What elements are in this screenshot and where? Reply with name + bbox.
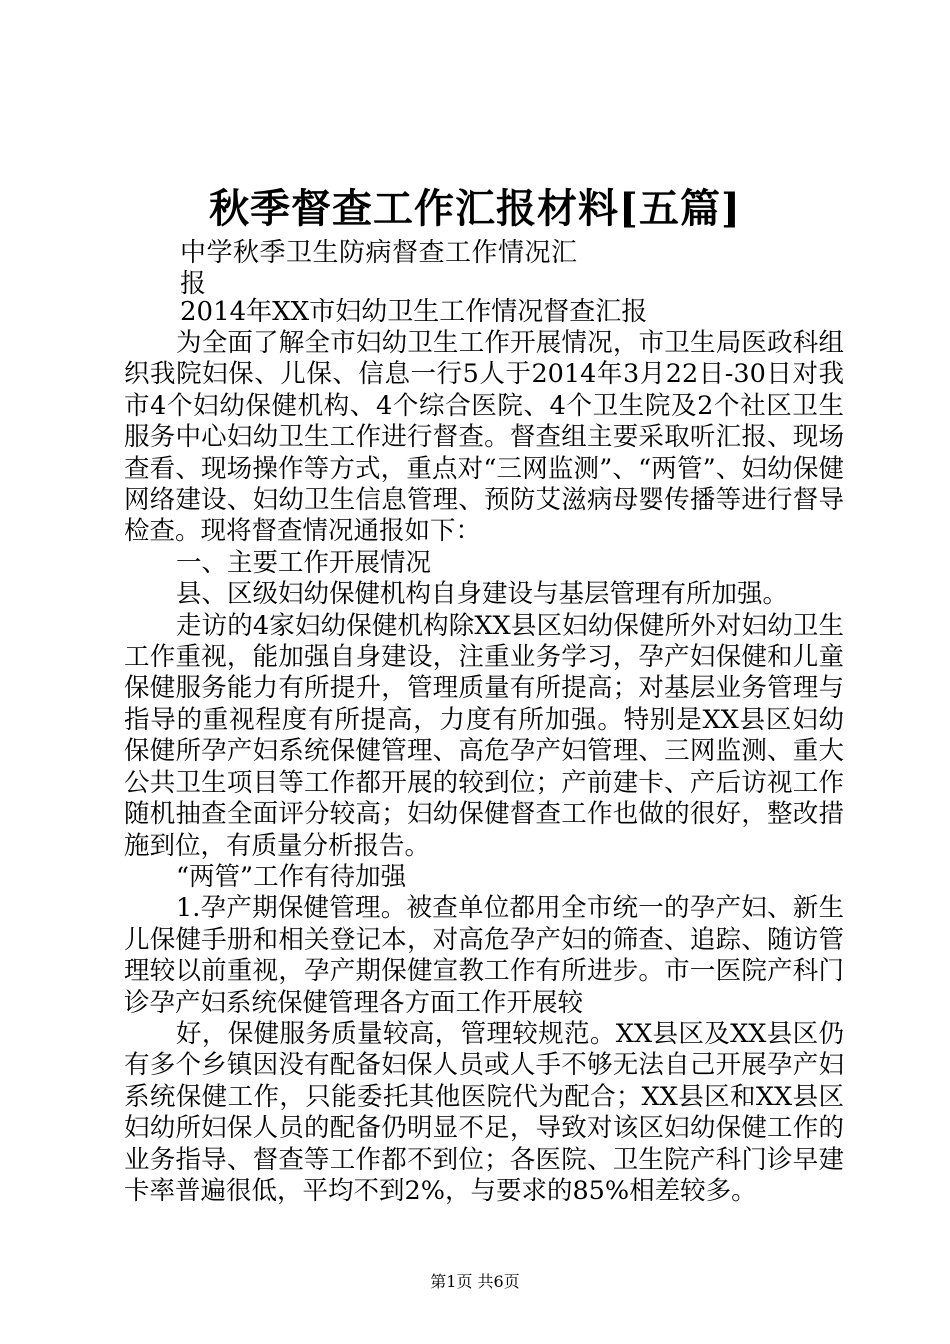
document-title: 秋季督查工作汇报材料[五篇] bbox=[209, 185, 741, 232]
paragraph: 1.孕产期保健管理。被查单位都用全市统一的孕产妇、新生儿保健手册和相关登记本，对高危孕产妇的筛查、追踪、随访管理较以前重视，孕产期保健宣教工作有所进步。市一医院产科门诊孕产妇系统保健管理各方面工作开展较 bbox=[124, 893, 844, 1018]
paragraph: 一、主要工作开展情况 bbox=[176, 547, 432, 578]
paragraph: 为全面了解全市妇幼卫生工作开展情况，市卫生局医政科组织我院妇保、儿保、信息一行5人于2014年3月22日-30日对我市4个妇幼保健机构、4个综合医院、4个卫生院及2个社区卫生服务中心妇幼卫生工作进行督查。督查组主要采取听汇报、现场查看、现场操作等方式，重点对“三网监测”、“两管”、妇幼保健网络建设、妇幼卫生信息管理、预防艾滋病母婴传播等进行督导检查。现将督查情况通报如下： bbox=[124, 328, 844, 547]
document-body bbox=[124, 328, 844, 1207]
paragraph: “两管”工作有待加强 bbox=[176, 861, 407, 892]
page-footer: 第1页 共6页 bbox=[430, 1272, 520, 1291]
paragraph: 走访的4家妇幼保健机构除XX县区妇幼保健所外对妇幼卫生工作重视，能加强自身建设，注重业务学习，孕产妇保健和儿童保健服务能力有所提升，管理质量有所提高；对基层业务管理与指导的重视程度有所提高，力度有所加强。特别是XX县区妇幼保健所孕产妇系统保健管理、高危孕产妇管理、三网监测、重大公共卫生项目等工作都开展的较到位；产前建卡、产后访视工作随机抽查全面评分较高；妇幼保健督查工作也做的很好，整改措施到位，有质量分析报告。 bbox=[124, 610, 844, 861]
paragraph: 县、区级妇幼保健机构自身建设与基层管理有所加强。 bbox=[176, 579, 789, 610]
document-subtitle: 中学秋季卫生防病督查工作情况汇报 bbox=[180, 238, 578, 299]
section-heading: 2014年XX市妇幼卫生工作情况督查汇报 bbox=[180, 297, 648, 327]
paragraph: 好，保健服务质量较高，管理较规范。XX县区及XX县区仍有多个乡镇因没有配备妇保人员或人手不够无法自己开展孕产妇系统保健工作，只能委托其他医院代为配合；XX县区和XX县区妇幼所妇保人员的配备仍明显不足，导致对该区妇幼保健工作的业务指导、督查等工作都不到位；各医院、卫生院产科门诊早建卡率普遍很低，平均不到2%，与要求的85%相差较多。 bbox=[124, 1018, 844, 1206]
